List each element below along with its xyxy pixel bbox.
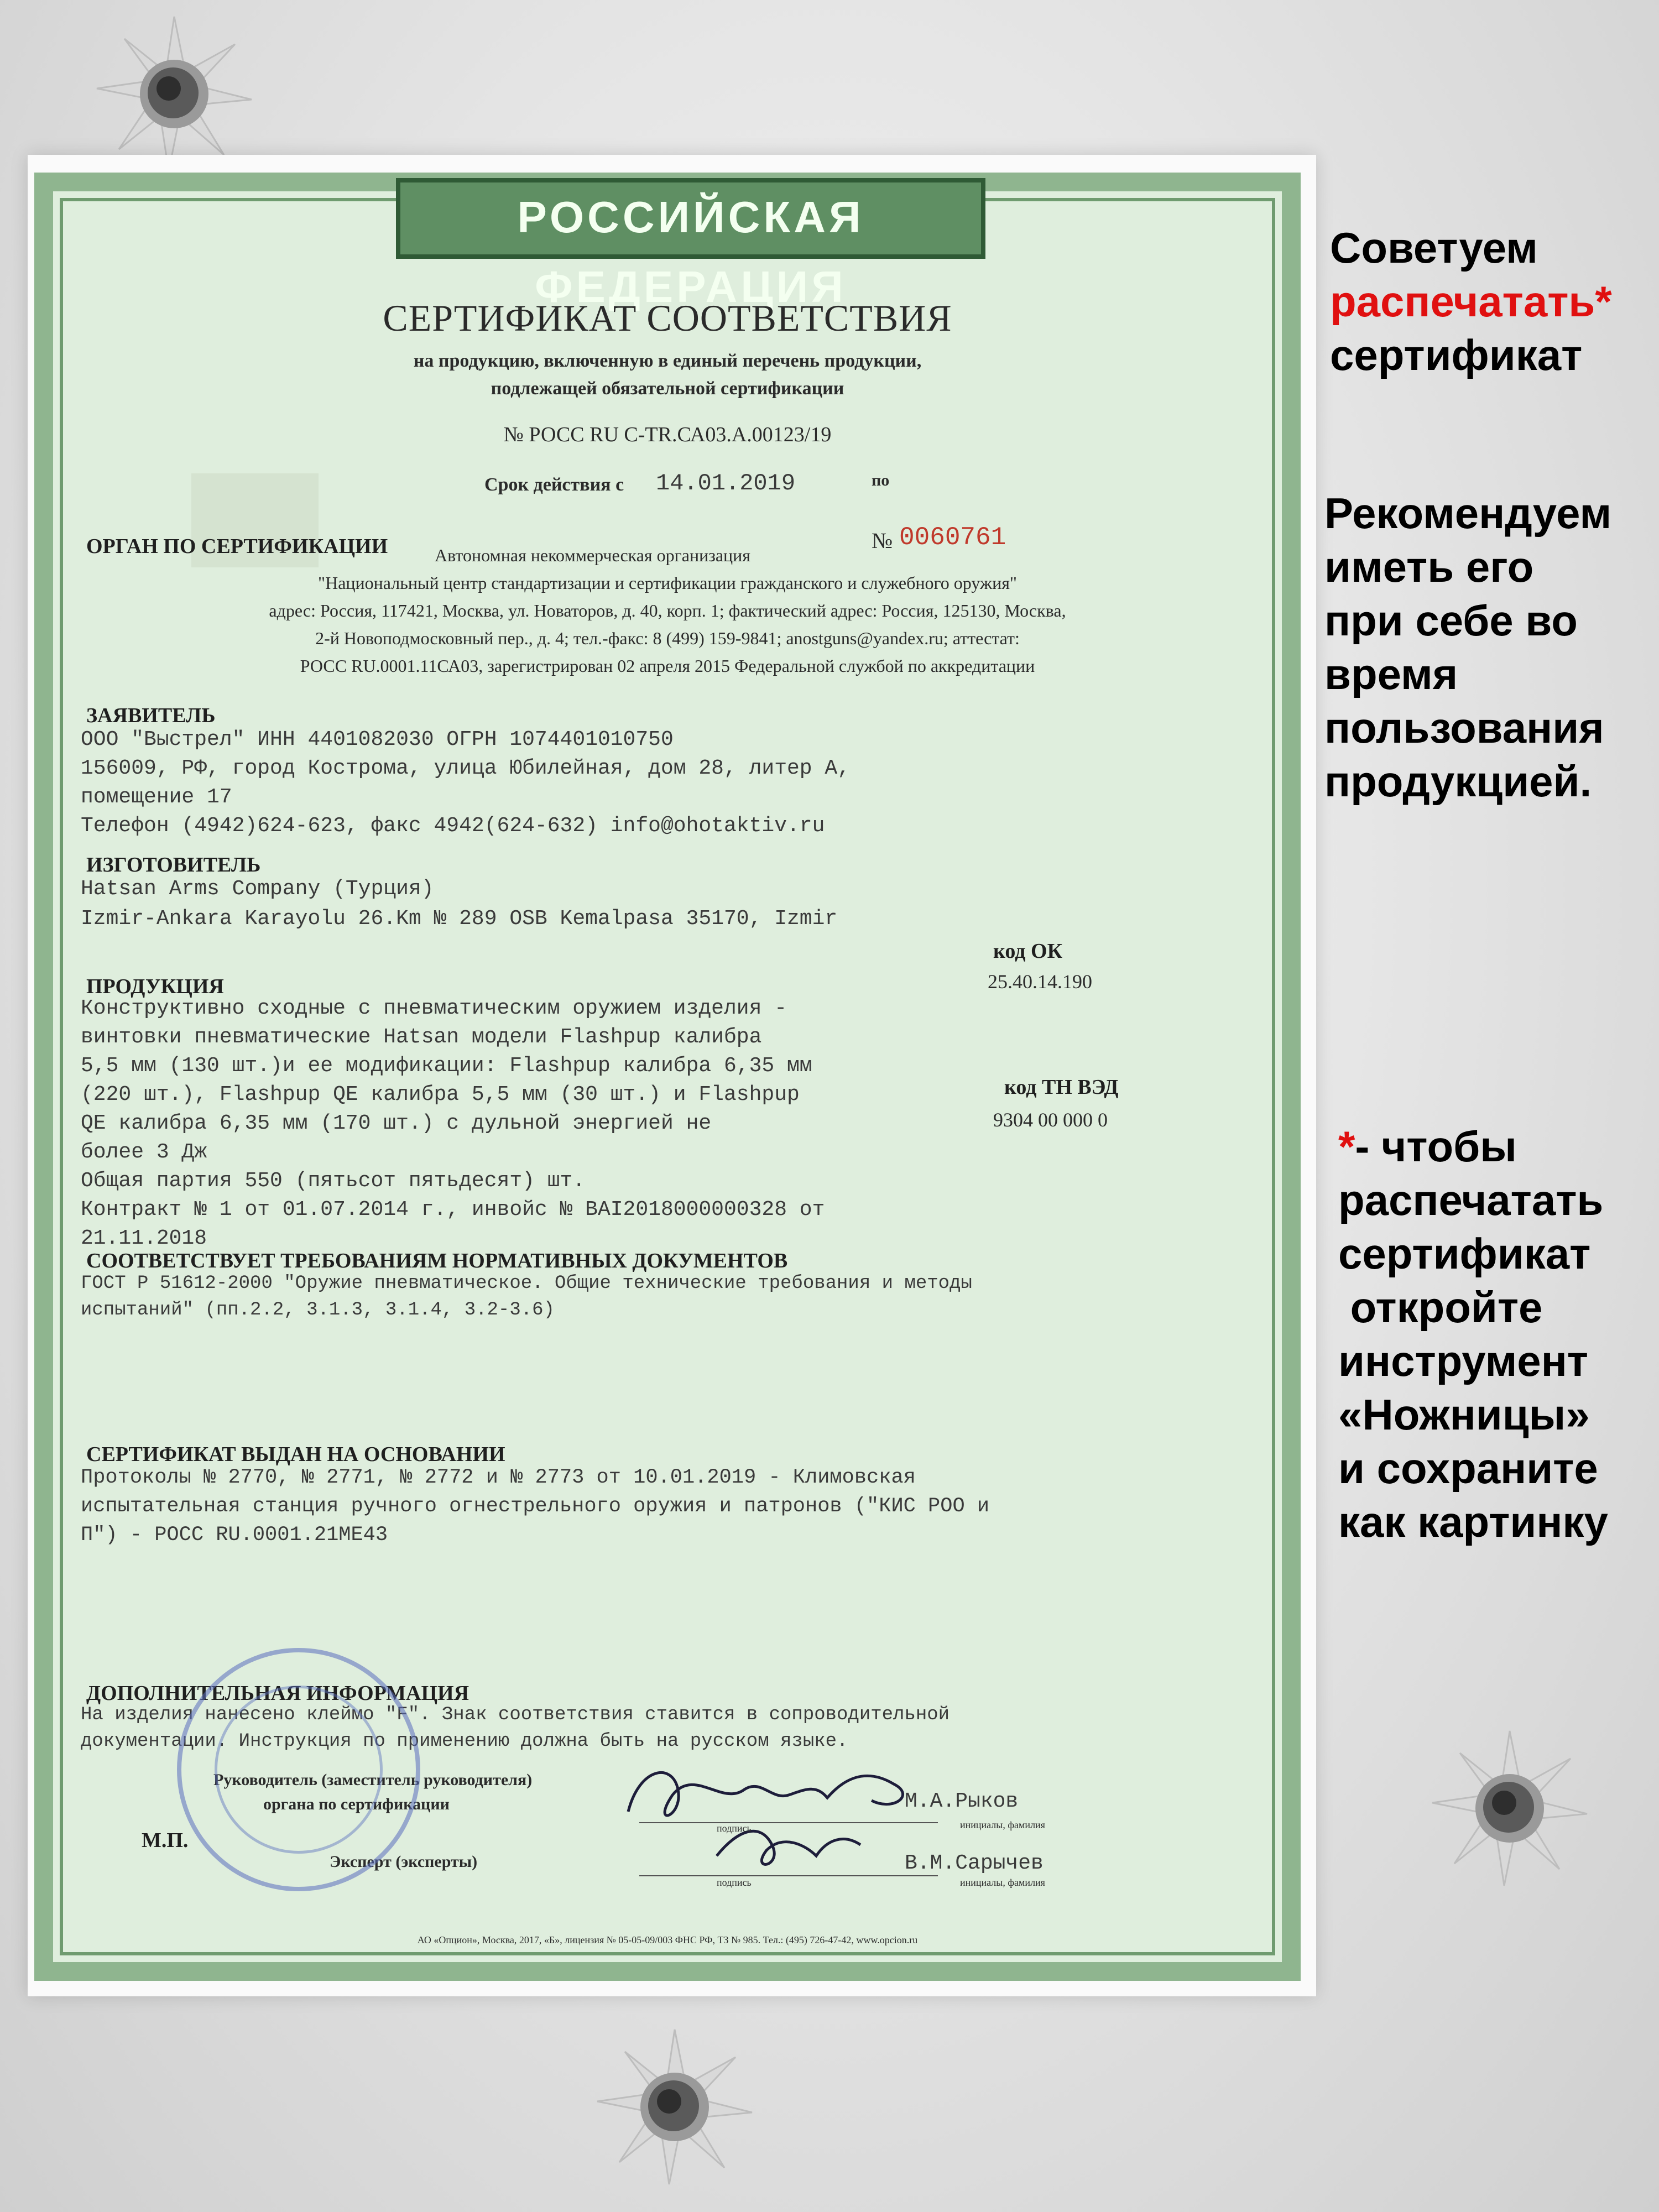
advice-keep-line-1: Рекомендуем bbox=[1324, 489, 1612, 538]
organ-type: Автономная некоммерческая организация bbox=[435, 545, 751, 565]
head-label-1: Руководитель (заместитель руководителя) bbox=[213, 1771, 533, 1789]
certificate-banner: РОССИЙСКАЯ ФЕДЕРАЦИЯ bbox=[396, 178, 985, 259]
bullet-hole-icon bbox=[91, 11, 257, 177]
certificate-number: № РОСС RU С-TR.СА03.А.00123/19 bbox=[503, 423, 832, 446]
print-note-line-8: как картинку bbox=[1338, 1498, 1608, 1546]
print-note-line-1-wrap bbox=[1338, 1120, 1608, 1173]
certificate-subtitle-1: на продукцию, включенную в единый перечень продукции, bbox=[413, 351, 922, 371]
applicant-line-2: 156009, РФ, город Кострома, улица Юбилейная, дом 28, литер А, bbox=[81, 757, 851, 780]
code-ok-label: код ОК bbox=[993, 940, 1063, 963]
bullet-hole-icon bbox=[592, 2024, 758, 2190]
product-line-5: QE калибра 6,35 мм (170 шт.) с дульной энергией не bbox=[81, 1112, 712, 1135]
code-tnved: 9304 00 000 0 bbox=[993, 1109, 1108, 1131]
expert-signature-caption: подпись bbox=[717, 1877, 752, 1888]
signature-icon bbox=[606, 1745, 949, 1884]
product-line-4: (220 шт.), Flashpup QE калибра 5,5 мм (30 шт.) и Flashpup bbox=[81, 1083, 800, 1107]
additional-label: ДОПОЛНИТЕЛЬНАЯ ИНФОРМАЦИЯ bbox=[86, 1682, 469, 1705]
additional-line-1: На изделия нанесено клеймо "F". Знак соответствия ставится в сопроводительной bbox=[81, 1704, 950, 1725]
head-label-2: органа по сертификации bbox=[263, 1795, 450, 1813]
head-name: М.А.Рыков bbox=[905, 1790, 1019, 1813]
print-note-line-2: распечатать bbox=[1338, 1176, 1604, 1224]
head-name-caption: инициалы, фамилия bbox=[960, 1819, 1045, 1830]
basis-line-3: П") - РОСС RU.0001.21МЕ43 bbox=[81, 1524, 388, 1547]
code-ok: 25.40.14.190 bbox=[988, 971, 1092, 993]
certificate-subtitle-2: подлежащей обязательной сертификации bbox=[491, 378, 844, 399]
advice-keep-line-2: иметь его bbox=[1324, 542, 1534, 591]
compliance-line-1: ГОСТ Р 51612-2000 "Оружие пневматическое. Общие технические требования и методы bbox=[81, 1273, 972, 1294]
validity-from: 14.01.2019 bbox=[656, 470, 796, 497]
code-tnved-label: код ТН ВЭД bbox=[1004, 1076, 1119, 1099]
print-note-line-3: сертификат bbox=[1338, 1229, 1591, 1278]
product-line-2: винтовки пневматические Hatsan модели Flashpup калибра bbox=[81, 1025, 762, 1049]
manufacturer-label: ИЗГОТОВИТЕЛЬ bbox=[86, 853, 261, 877]
applicant-line-1: ООО "Выстрел" ИНН 4401082030 ОГРН 1074401010750 bbox=[81, 728, 674, 752]
advice-print-line-1: Советуем bbox=[1330, 223, 1538, 272]
basis-line-2: испытательная станция ручного огнестрельного оружия и патронов ("КИС РОО и bbox=[81, 1495, 990, 1518]
print-note-star: * bbox=[1338, 1122, 1355, 1171]
print-note-line-4: откройте bbox=[1338, 1283, 1543, 1332]
applicant-label: ЗАЯВИТЕЛЬ bbox=[86, 704, 216, 727]
basis-label: СЕРТИФИКАТ ВЫДАН НА ОСНОВАНИИ bbox=[86, 1443, 505, 1466]
advice-keep-line-4: время bbox=[1324, 650, 1458, 698]
blank-number-label: № bbox=[872, 528, 893, 553]
compliance-line-2: испытаний" (пп.2.2, 3.1.3, 3.1.4, 3.2-3.6) bbox=[81, 1300, 555, 1321]
product-line-6: более 3 Дж bbox=[81, 1140, 207, 1164]
organ-line-3: 2-й Новоподмосковный пер., д. 4; тел.-факс: 8 (499) 159-9841; anostguns@yandex.ru; аттестат: bbox=[315, 628, 1020, 648]
product-line-3: 5,5 мм (130 шт.)и ее модификации: Flashpup калибра 6,35 мм bbox=[81, 1054, 812, 1078]
print-note-line-6: «Ножницы» bbox=[1338, 1390, 1590, 1439]
compliance-label: СООТВЕТСТВУЕТ ТРЕБОВАНИЯМ НОРМАТИВНЫХ ДОКУМЕНТОВ bbox=[86, 1249, 788, 1272]
advice-print-star: * bbox=[1595, 277, 1612, 326]
product-label: ПРОДУКЦИЯ bbox=[86, 975, 224, 998]
organ-label: ОРГАН ПО СЕРТИФИКАЦИИ bbox=[86, 535, 388, 558]
organ-line-2: адрес: Россия, 117421, Москва, ул. Новаторов, д. 40, корп. 1; фактический адрес: Россия, 125130, Москва, bbox=[269, 601, 1066, 620]
advice-keep bbox=[1324, 487, 1611, 808]
applicant-line-3: помещение 17 bbox=[81, 785, 232, 809]
advice-print bbox=[1330, 221, 1612, 382]
validity-label: Срок действия с bbox=[484, 474, 624, 495]
organ-line-1: "Национальный центр стандартизации и сертификации гражданского и служебного оружия" bbox=[318, 573, 1017, 593]
expert-label: Эксперт (эксперты) bbox=[330, 1853, 478, 1871]
additional-line-2: документации. Инструкция по применению должна быть на русском языке. bbox=[81, 1731, 848, 1752]
basis-line-1: Протоколы № 2770, № 2771, № 2772 и № 2773 от 10.01.2019 - Климовская bbox=[81, 1466, 916, 1489]
manufacturer-line-2: Izmir-Ankara Karayolu 26.Km № 289 OSB Kemalpasa 35170, Izmir bbox=[81, 907, 838, 931]
expert-name: В.М.Сарычев bbox=[905, 1851, 1044, 1875]
product-line-7: Общая партия 550 (пятьсот пятьдесят) шт. bbox=[81, 1169, 586, 1193]
expert-name-caption: инициалы, фамилия bbox=[960, 1877, 1045, 1888]
advice-keep-line-6: продукцией. bbox=[1324, 757, 1592, 806]
product-line-1: Конструктивно сходные с пневматическим оружием изделия - bbox=[81, 997, 787, 1020]
manufacturer-line-1: Hatsan Arms Company (Турция) bbox=[81, 877, 434, 901]
head-signature-caption: подпись bbox=[717, 1823, 752, 1834]
certificate-title: СЕРТИФИКАТ СООТВЕТСТВИЯ bbox=[383, 297, 952, 339]
blank-number: 0060761 bbox=[899, 523, 1006, 552]
stamp-seal-icon bbox=[177, 1648, 420, 1891]
advice-keep-line-3: при себе во bbox=[1324, 596, 1578, 645]
bullet-hole-icon bbox=[1427, 1725, 1593, 1891]
print-note-line-7: и сохраните bbox=[1338, 1444, 1598, 1493]
advice-keep-line-5: пользования bbox=[1324, 703, 1604, 752]
advice-print-line-2: распечатать bbox=[1330, 277, 1595, 326]
print-note bbox=[1338, 1120, 1608, 1549]
mp-label: М.П. bbox=[142, 1829, 189, 1852]
advice-print-line-2-wrap bbox=[1330, 275, 1612, 328]
organ-line-4: РОСС RU.0001.11СА03, зарегистрирован 02 апреля 2015 Федеральной службой по аккредитации bbox=[300, 656, 1035, 676]
validity-to-label: по bbox=[872, 471, 890, 489]
product-line-8: Контракт № 1 от 01.07.2014 г., инвойс № BAI2018000000328 от bbox=[81, 1198, 825, 1222]
advice-print-line-3: сертификат bbox=[1330, 331, 1583, 379]
print-note-line-5: инструмент bbox=[1338, 1337, 1589, 1385]
product-line-9: 21.11.2018 bbox=[81, 1227, 207, 1250]
applicant-line-4: Телефон (4942)624-623, факс 4942(624-632) info@ohotaktiv.ru bbox=[81, 814, 825, 838]
print-note-line-1: - чтобы bbox=[1355, 1122, 1517, 1171]
printer-footer: АО «Опцион», Москва, 2017, «Б», лицензия № 05-05-09/003 ФНС РФ, ТЗ № 985. Тел.: (495) 726-47-42, www.opcion.ru bbox=[417, 1934, 918, 1945]
